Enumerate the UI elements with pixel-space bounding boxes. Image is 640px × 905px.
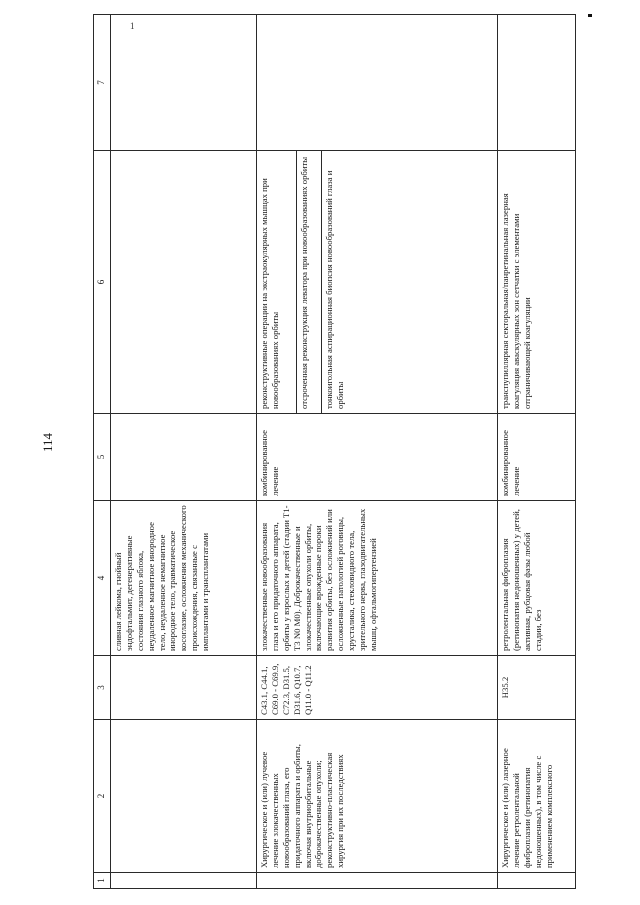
treatment-type-cell: комбинированное лечение (498, 414, 576, 501)
table-cell (498, 15, 576, 151)
treatment-method: тонкоигольная аспирационная биопсия новообразований глаза и орбиты (321, 151, 348, 413)
treatment-method: отсроченная реконструкция леватора при новообразованиях орбиты (296, 151, 321, 413)
medical-care-table (93, 14, 576, 889)
table-cell (111, 873, 257, 889)
column-number: 3 (94, 656, 111, 720)
diagnosis-cell: сливная лейкома, гнойный эндофтальмит, дегенеративные состояния глазного яблока, неудаленное магнитное инородное тело, неудаленное немагнитное инородное тело, травматическое косоглазие, осложнения механического происхождения, связанные с имплантами и трансплантатами (111, 501, 257, 656)
diagnosis-cell: ретролентальная фиброплазия (ретинопатия недоношенных) у детей, активная, рубцовая фазы любой стадии, без (498, 501, 576, 656)
care-type-cell: Хирургическое и (или) лазерное лечение ретролентальной фиброплазии (ретинопатия недоношенных), в том числе с применением комплексного (498, 720, 576, 873)
page-number: 114 (40, 432, 55, 452)
column-number: 6 (94, 151, 111, 414)
column-number: 7 (94, 15, 111, 151)
table-row (257, 15, 498, 889)
column-number: 2 (94, 720, 111, 873)
table-cell (498, 873, 576, 889)
table-cell (111, 720, 257, 873)
table-cell (111, 151, 257, 414)
stray-dash (588, 14, 592, 17)
table-row (498, 15, 576, 889)
icd-codes-cell: C43.1, C44.1, C69.0 - C69.9, C72.3, D31.5, D31.6, Q10.7, Q11.0 - Q11.2 (257, 656, 498, 720)
rotated-table-wrapper (93, 36, 576, 889)
table-row (111, 15, 257, 889)
care-type-cell: Хирургическое и (или) лучевое лечение злокачественных новообразований глаза, его придаточного аппарата и орбиты, включая внутриорбитальные доброкачественные опухоли; реконструктивно-пластическая хирургия при их последствиях (257, 720, 498, 873)
column-number: 4 (94, 501, 111, 656)
icd-codes-cell: H35.2 (498, 656, 576, 720)
diagnosis-cell: злокачественные новообразования глаза и его придаточного аппарата, орбиты у взрослых и детей (стадии T1-T3 N0 M0). Доброкачественные и злокачественные опухоли орбиты, включающие врожденные пороки развития орбиты, без осложнений или осложненные патологией роговицы, хрусталика, стекловидного тела, зрительного нерва, глазодвигательных мышц, офтальмогипертензией (257, 501, 498, 656)
table-cell (257, 873, 498, 889)
column-number: 5 (94, 414, 111, 501)
stray-mark: 1 (130, 21, 135, 31)
column-number: 1 (94, 873, 111, 889)
treatment-methods-cell (257, 151, 498, 414)
treatment-method: транспупиллярная секторальная/панретинальная лазерная коагуляция аваскулярных зон сетчатки с элементами отграничивающей коагуляции (498, 151, 576, 414)
table-cell (257, 15, 498, 151)
table-cell (111, 656, 257, 720)
column-number-row (94, 15, 111, 889)
table-cell (111, 414, 257, 501)
table-cell (111, 15, 257, 151)
treatment-method: реконструктивные операции на экстраокулярных мышцах при новообразованиях орбиты (259, 178, 280, 409)
treatment-type-cell: комбинированное лечение (257, 414, 498, 501)
